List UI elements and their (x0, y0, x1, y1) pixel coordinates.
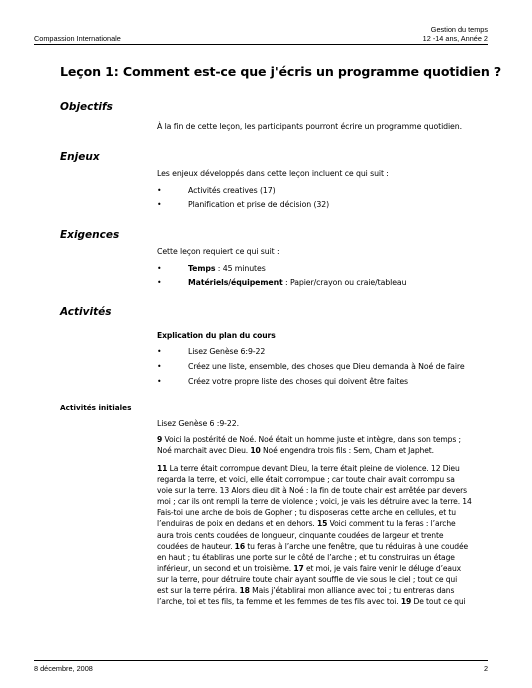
bullet-icon: • (157, 264, 162, 273)
footer-date: 8 décembre, 2008 (34, 664, 93, 673)
objectifs-text: À la fin de cette leçon, les participants pourront écrire un programme quotidien. (157, 122, 462, 131)
scripture-paragraph-2 (157, 463, 479, 607)
bullet-icon: • (157, 377, 162, 386)
header-divider (34, 44, 488, 45)
bullet-icon: • (157, 186, 162, 195)
text-line: inférieur, un second et un troisième. 17 et moi, je vais faire venir le déluge d’eaux (157, 563, 462, 573)
bullet-icon: • (157, 278, 162, 287)
text-line: est sur la terre périra. 18 Mais j’établirai mon alliance avec toi ; tu entreras dans (157, 586, 455, 596)
section-heading-activites: Activités (60, 306, 112, 318)
text-line: sur la terre, pour détruire toute chair ayant souffle de vie sous le ciel ; tout ce qui (157, 574, 458, 584)
organization-name: Compassion Internationale (34, 34, 121, 43)
exigences-intro: Cette leçon requiert ce qui suit : (157, 247, 280, 256)
text-line: regarda la terre, et voici, elle était corrompue ; car toute chair avait corrompu sa (157, 475, 455, 485)
enjeux-intro: Les enjeux développés dans cette leçon incluent ce qui suit : (157, 169, 389, 178)
age-group: 12 -14 ans, Année 2 (422, 34, 488, 43)
bullet-icon: • (157, 347, 162, 356)
text-line: aura trois cents coudées de longueur, cinquante coudées de largeur et trente (157, 530, 444, 540)
bullet-icon: • (157, 362, 162, 371)
section-heading-exigences: Exigences (60, 229, 120, 241)
text-line: 9 Voici la postérité de Noé. Noé était un homme juste et intègre, dans son temps ; (157, 435, 461, 444)
text-line: Noé marchait avec Dieu. 10 Noé engendra trois fils : Sem, Cham et Japhet. (157, 446, 434, 456)
course-name: Gestion du temps (430, 25, 488, 34)
running-header-right (423, 25, 488, 43)
lesson-title: Leçon 1: Comment est-ce que j'écris un programme quotidien ? (60, 64, 502, 79)
scripture-paragraph-1 (157, 434, 479, 456)
text-line: voie sur la terre. 13 Alors dieu dit à Noé : la fin de toute chair est arrêtée par devers (157, 486, 468, 496)
plan-title: Explication du plan du cours (157, 331, 276, 340)
page-number: 2 (483, 664, 488, 673)
scripture-reference: Lisez Genèse 6 :9-22. (157, 419, 239, 428)
footer-divider (34, 660, 488, 661)
section-heading-activites-initiales: Activités initiales (60, 403, 132, 412)
text-line: l’enduiras de poix en dedans et en dehors. 15 Voici comment tu la feras : l’arche (157, 519, 456, 529)
section-heading-enjeux: Enjeux (60, 151, 100, 163)
bullet-icon: • (157, 200, 162, 209)
text-line: moi ; car ils ont rempli la terre de violence ; voici, je vais les détruire avec la terre. 14 (157, 497, 472, 507)
section-heading-objectifs: Objectifs (60, 101, 113, 113)
text-line: en haut ; tu établiras une porte sur le côté de l’arche ; et tu construiras un étage (157, 552, 455, 562)
text-line: 11 La terre était corrompue devant Dieu, la terre était pleine de violence. 12 Dieu (157, 464, 460, 473)
text-line: coudées de hauteur. 16 tu feras à l’arche une fenêtre, que tu réduiras à une coudée (157, 541, 469, 551)
text-line: Fais-toi une arche de bois de Gopher ; tu disposeras cette arche en cellules, et tu (157, 508, 456, 518)
text-line: l’arche, toi et tes fils, ta femme et les femmes de tes fils avec toi. 19 De tout ce qui (157, 597, 466, 607)
